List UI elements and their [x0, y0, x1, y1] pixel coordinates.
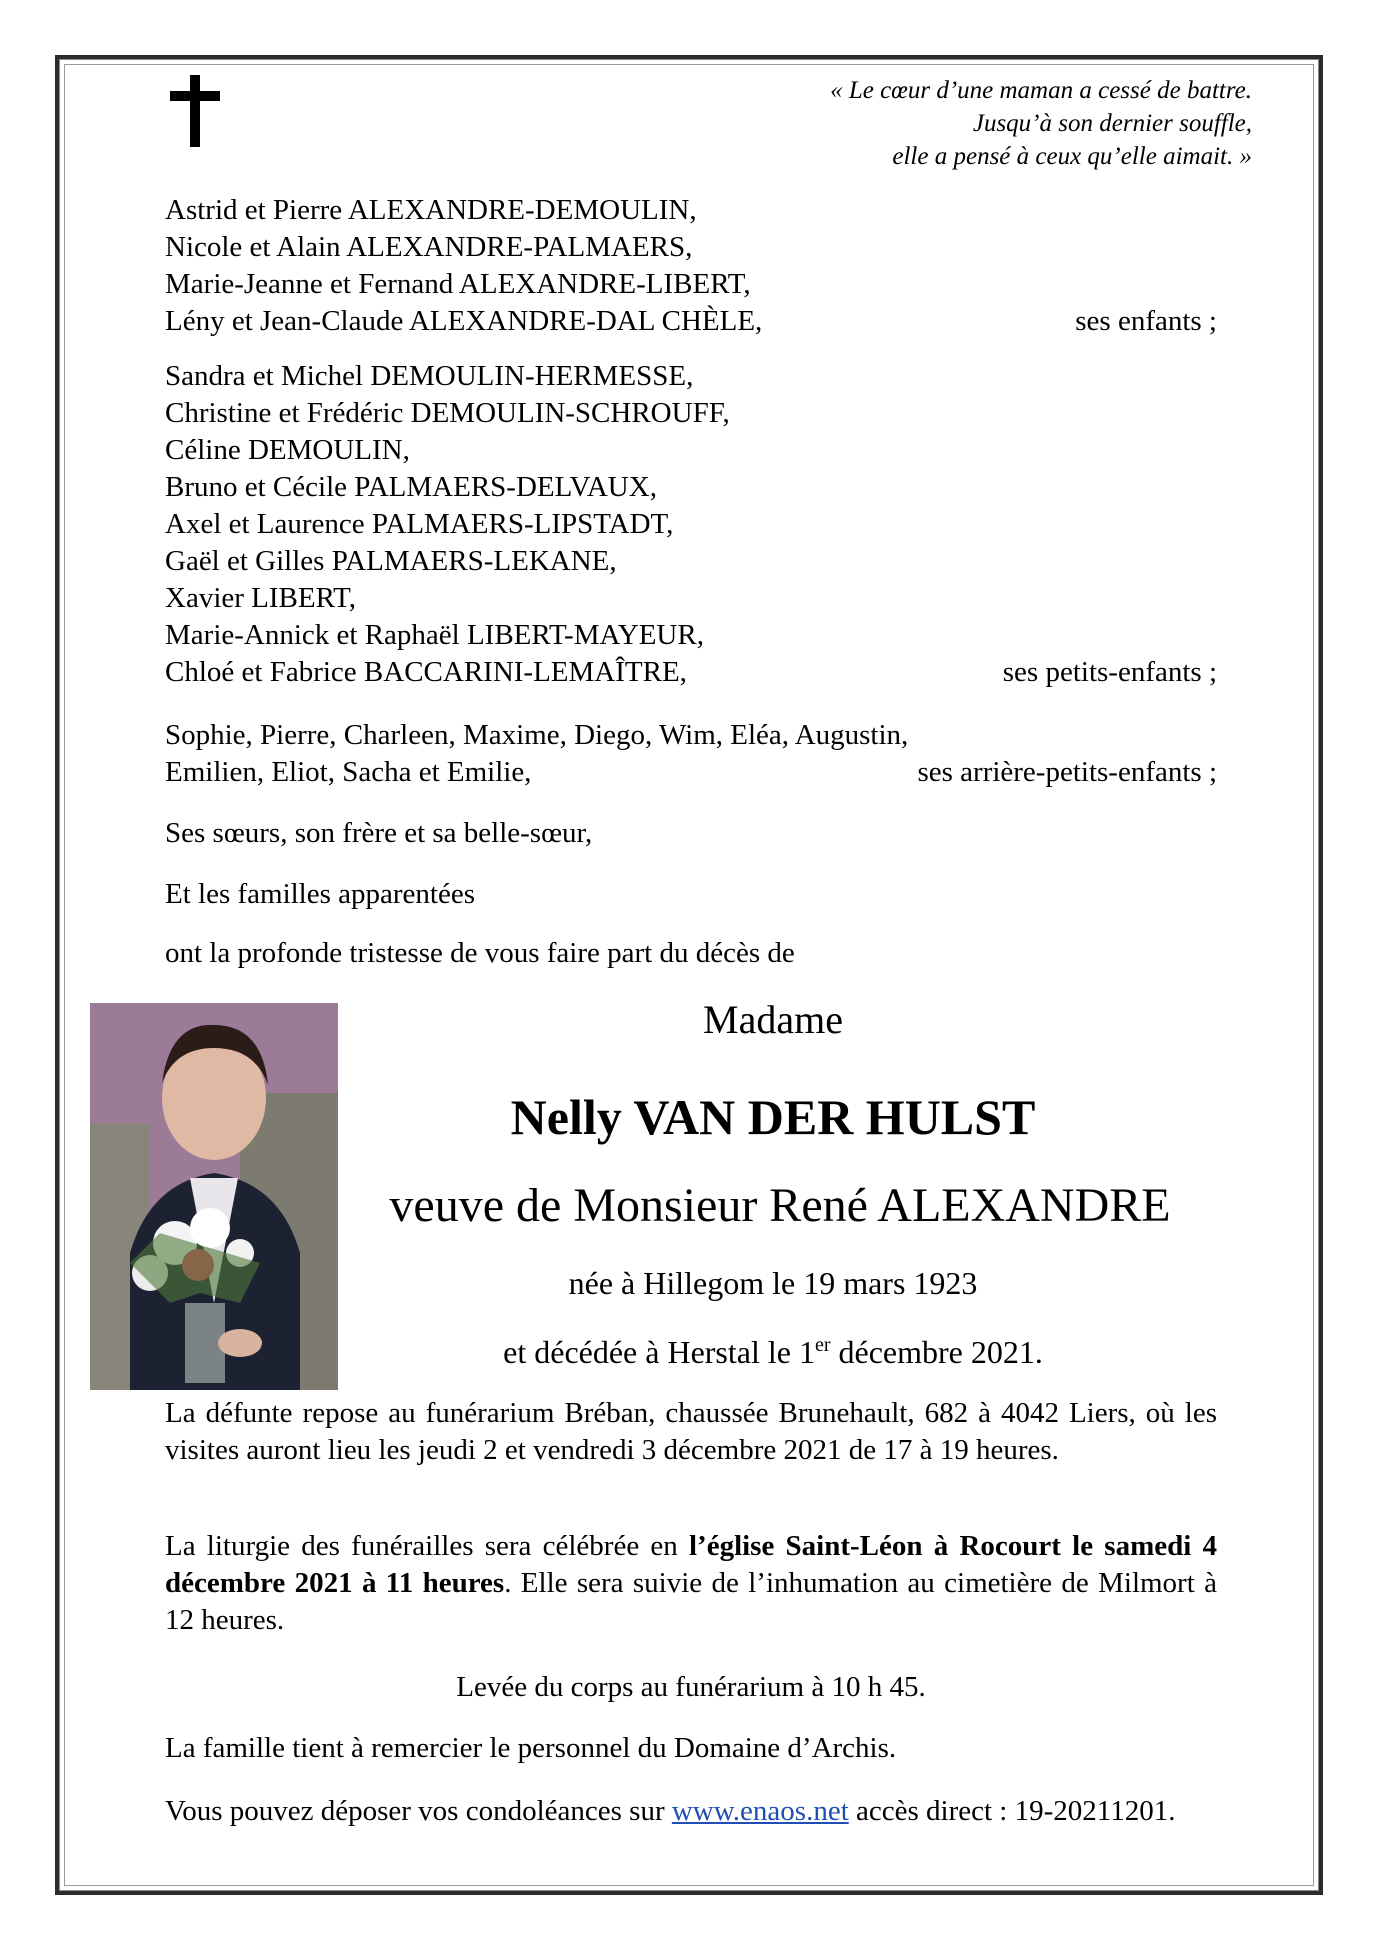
cross-icon	[170, 75, 220, 147]
quote-line: Jusqu’à son dernier souffle,	[972, 110, 1252, 137]
death-line: et décédée à Herstal le 1er décembre 2021.	[503, 1334, 1043, 1370]
condolences-link[interactable]: www.enaos.net	[671, 1795, 849, 1827]
deceased-portrait	[90, 1003, 338, 1390]
list-item: Gaël et Gilles PALMAERS-LEKANE,	[165, 545, 617, 577]
list-item: Bruno et Cécile PALMAERS-DELVAUX,	[165, 471, 657, 503]
families-line: Et les familles apparentées	[165, 878, 476, 910]
list-item: Astrid et Pierre ALEXANDRE-DEMOULIN,	[165, 194, 697, 226]
great-grandchildren-list	[165, 717, 1217, 791]
children-list	[165, 192, 1217, 340]
list-item: Marie-Jeanne et Fernand ALEXANDRE-LIBERT,	[165, 268, 751, 300]
widow-of-line: veuve de Monsieur René ALEXANDRE	[389, 1179, 1171, 1232]
list-item: Lény et Jean-Claude ALEXANDRE-DAL CHÈLE,	[165, 305, 763, 337]
quote-line: « Le cœur d’une maman a cessé de battre.	[830, 77, 1252, 104]
list-item: Marie-Annick et Raphaël LIBERT-MAYEUR,	[165, 619, 704, 651]
list-item: Sandra et Michel DEMOULIN-HERMESSE,	[165, 360, 694, 392]
list-item: Christine et Frédéric DEMOULIN-SCHROUFF,	[165, 397, 730, 429]
relationship-label: ses enfants ;	[1075, 305, 1217, 337]
relationship-label: ses petits-enfants ;	[1002, 656, 1217, 688]
epigraph-quote	[830, 74, 1252, 173]
honorific: Madame	[703, 997, 843, 1042]
list-item: Xavier LIBERT,	[165, 582, 356, 614]
liturgy-paragraph: La liturgie des funérailles sera célébrée en l’église Saint-Léon à Rocourt le samedi 4 décembre 2021 à 11 heures. Elle sera suivie de l’inhumation au cimetière de Milmort à 12 heures.	[165, 1530, 1217, 1636]
levee-line: Levée du corps au funérarium à 10 h 45.	[456, 1671, 926, 1703]
birth-line: née à Hillegom le 19 mars 1923	[568, 1265, 978, 1301]
list-item: Sophie, Pierre, Charleen, Maxime, Diego, Wim, Eléa, Augustin,	[165, 719, 909, 751]
grandchildren-list	[165, 358, 1217, 691]
list-item: Céline DEMOULIN,	[165, 434, 410, 466]
siblings-line: Ses sœurs, son frère et sa belle-sœur,	[165, 817, 593, 849]
quote-line: elle a pensé à ceux qu’elle aimait. »	[892, 143, 1252, 170]
relationship-label: ses arrière-petits-enfants ;	[917, 756, 1217, 788]
deceased-name: Nelly VAN DER HULST	[510, 1089, 1036, 1145]
announcement-line: ont la profonde tristesse de vous faire part du décès de	[165, 937, 795, 969]
list-item: Emilien, Eliot, Sacha et Emilie,	[165, 756, 532, 788]
list-item: Nicole et Alain ALEXANDRE-PALMAERS,	[165, 231, 693, 263]
condolences-paragraph: Vous pouvez déposer vos condoléances sur www.enaos.net accès direct : 19-20211201.	[165, 1795, 1176, 1827]
viewing-paragraph: La défunte repose au funérarium Bréban, chaussée Brunehault, 682 à 4042 Liers, où les visites auront lieu les jeudi 2 et vendredi 3 décembre 2021 de 17 à 19 heures.	[165, 1397, 1217, 1466]
list-item: Chloé et Fabrice BACCARINI-LEMAÎTRE,	[165, 656, 687, 688]
thanks-line: La famille tient à remercier le personnel du Domaine d’Archis.	[165, 1732, 897, 1764]
list-item: Axel et Laurence PALMAERS-LIPSTADT,	[165, 508, 674, 540]
